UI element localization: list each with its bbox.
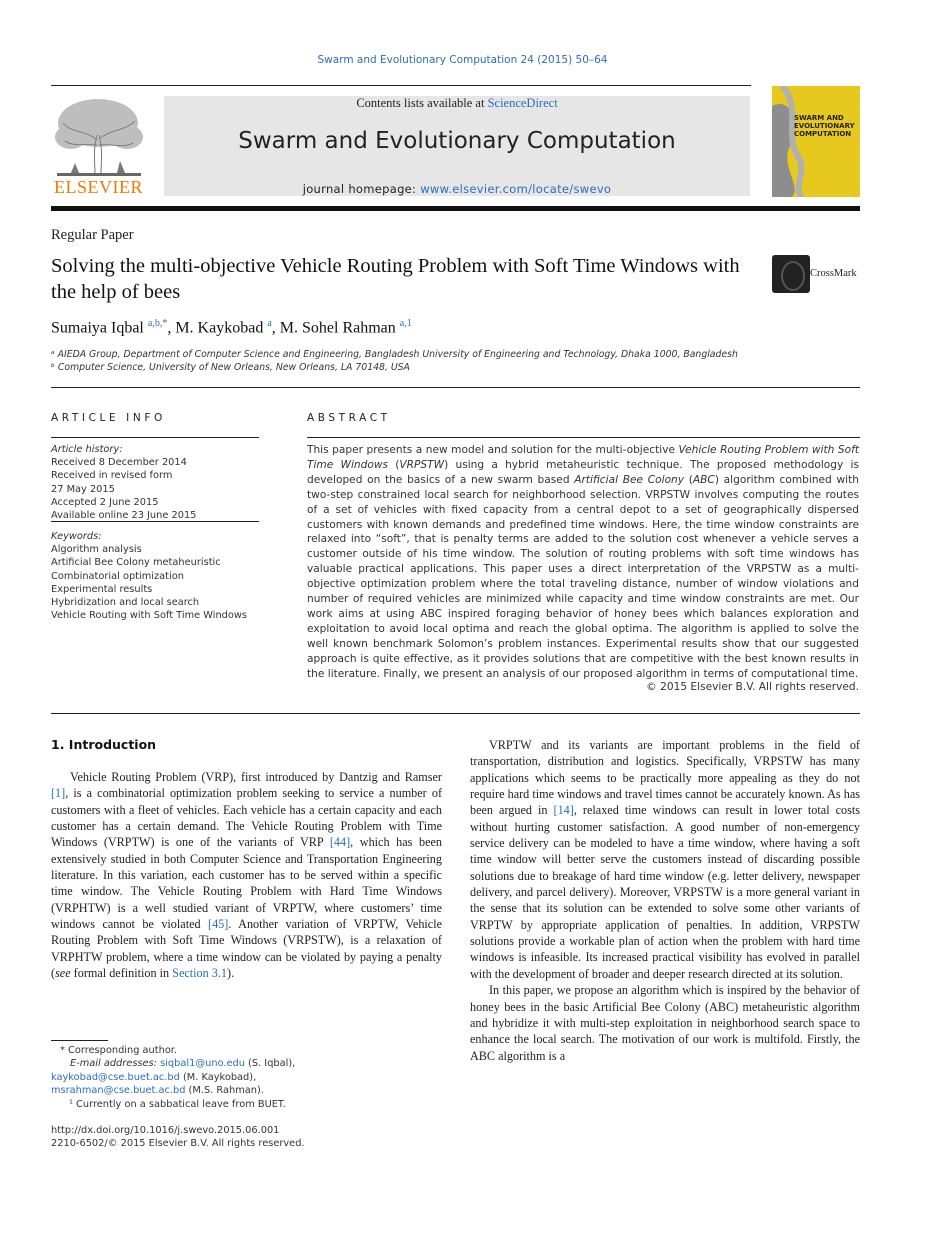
- section-heading: 1. Introduction: [51, 737, 157, 752]
- email-line: [51, 1057, 311, 1071]
- elsevier-wordmark: ELSEVIER: [54, 177, 143, 197]
- homepage-link[interactable]: www.elsevier.com/locate/swevo: [420, 182, 612, 196]
- journal-citation[interactable]: Swarm and Evolutionary Computation 24 (2015) 50–64: [317, 54, 608, 66]
- title-block-rule: [51, 387, 860, 388]
- article-type: Regular Paper: [51, 227, 134, 243]
- body-top-rule: [51, 713, 860, 714]
- author-marks[interactable]: a: [267, 318, 272, 329]
- paragraph-text: formal definition in: [70, 966, 173, 981]
- keyword-item: Artificial Bee Colony metaheuristic: [51, 557, 221, 569]
- email-line: [51, 1084, 311, 1098]
- header-thick-rule: [51, 206, 860, 211]
- footnote-rule: [51, 1040, 108, 1041]
- author-name[interactable]: Sumaiya Iqbal: [51, 319, 144, 337]
- abstract-segment: (: [684, 473, 693, 486]
- abstract-text: [307, 443, 859, 682]
- abstract-segment: ) using a hybrid metaheuristic technique. The proposed methodology is developed on the basics of a new swarm based: [307, 458, 859, 486]
- intro-paragraph-2: [470, 737, 860, 982]
- keywords-label: Keywords:: [51, 531, 102, 542]
- abstract-heading: ABSTRACT: [307, 412, 391, 424]
- article-title: Solving the multi-objective Vehicle Routing Problem with Soft Time Windows with the help of bees: [51, 255, 740, 303]
- emphasis: see: [55, 966, 71, 981]
- abstract-rule: [307, 437, 860, 438]
- abstract-copyright: © 2015 Elsevier B.V. All rights reserved.: [646, 681, 859, 693]
- email-line: [51, 1071, 311, 1085]
- keyword-item: Combinatorial optimization: [51, 570, 184, 582]
- abstract-emphasis: VRPSTW: [399, 458, 445, 471]
- journal-cover[interactable]: [772, 86, 860, 197]
- elsevier-logo: [51, 95, 146, 197]
- header-rule: [51, 85, 751, 86]
- contents-prefix: Contents lists available at: [356, 96, 488, 110]
- article-info-heading: ARTICLE INFO: [51, 412, 166, 424]
- homepage-line: [164, 182, 750, 196]
- reference-link[interactable]: [14]: [553, 803, 574, 818]
- sciencedirect-link[interactable]: ScienceDirect: [487, 96, 558, 110]
- abstract-emphasis: Artificial Bee Colony: [574, 473, 685, 486]
- author-marks[interactable]: a,b,*: [147, 318, 168, 329]
- paragraph-text: , which has been extensively studied in both Computer Science and Transportation Engineering literature. In this variation, each customer has to be served within a specific time window. The Vehicle Routing Problem with Hard Time Windows (VRPHTW) is a well studied variant of VRPTW, where customers’ time windows cannot be violated: [51, 835, 442, 932]
- paragraph-text: ).: [227, 966, 235, 981]
- history-item: Received 8 December 2014: [51, 457, 187, 468]
- email-owner: (S. Iqbal),: [244, 1058, 296, 1069]
- email-label: E-mail addresses:: [70, 1058, 161, 1069]
- reference-link[interactable]: Section 3.1: [172, 966, 228, 981]
- author-marks[interactable]: a,1: [399, 318, 412, 329]
- contents-line: [164, 96, 750, 111]
- reference-link[interactable]: [44]: [329, 835, 351, 850]
- left-column: [51, 769, 442, 981]
- keyword-item: Experimental results: [51, 583, 153, 595]
- crossmark-label: CrossMark: [810, 268, 857, 279]
- right-column: [470, 737, 860, 1064]
- email-owner: (M.S. Rahman).: [185, 1085, 264, 1096]
- crossmark-badge[interactable]: [772, 255, 862, 293]
- keyword-item: Hybridization and local search: [51, 597, 200, 609]
- paragraph-text: Vehicle Routing Problem (VRP), first introduced by Dantzig and Ramser: [70, 770, 442, 784]
- author-name[interactable]: M. Kaykobad: [175, 319, 264, 337]
- paragraph-text: VRPTW and its variants are important problems in the field of transportation, distribution and logistics. Specifically, VRPSTW has many applications which seems to be practically more appealing as they do not require hard time windows and travel times cannot be accurately known. As has been argued in: [470, 738, 860, 818]
- email-link[interactable]: msrahman@cse.buet.ac.bd: [51, 1085, 186, 1096]
- history-item: Accepted 2 June 2015: [51, 496, 159, 508]
- email-link[interactable]: siqbal1@uno.edu: [160, 1058, 245, 1069]
- footnote-1: ¹ Currently on a sabbatical leave from BUET.: [69, 1099, 286, 1110]
- email-owner: (M. Kaykobad),: [179, 1071, 257, 1083]
- reference-link[interactable]: [45]: [208, 917, 229, 932]
- abstract-segment: This paper presents a new model and solution for the multi-objective: [307, 444, 679, 456]
- keyword-list: [51, 543, 247, 623]
- history-item: 27 May 2015: [51, 483, 115, 495]
- email-addresses: [51, 1057, 311, 1098]
- journal-masthead: [164, 96, 750, 196]
- abstract-segment: (: [388, 458, 400, 471]
- email-link[interactable]: kaykobad@cse.buet.ac.bd: [51, 1071, 180, 1083]
- affiliation-a: ᵃ AIEDA Group, Department of Computer Science and Engineering, Bangladesh University of Engineering and Technology, Dhaka 1000, Bangladesh: [51, 349, 738, 360]
- paragraph-text: , relaxed time windows can result in lower total costs without hurting customer satisfaction. A good number of non-emergency service delivery can be modeled to have a time window, where having a soft time window will better serve the customers instead of discarding possible solutions due to breakage of hard time window (e.g. letter delivery, newspaper delivery, and parcel delivery). Moreover, VRPSTW is a more general variant in the sense that its solution can be extended to solve some other variants of VRPTW by appropriate application of penalties. In addition, VRPSTW solutions provide a workable plan of action when the problem with hard time windows is infeasible. Its increased practical visibility has evolved in parallel with the development of broader and deeper research directed at its solution.: [470, 803, 860, 981]
- keyword-item: Vehicle Routing with Soft Time Windows: [51, 610, 247, 622]
- history-item: Received in revised form: [51, 470, 173, 482]
- history-rule: [51, 521, 259, 522]
- issn-line: 2210-6502/© 2015 Elsevier B.V. All rights reserved.: [51, 1138, 305, 1149]
- author-name[interactable]: M. Sohel Rahman: [279, 319, 396, 337]
- paragraph-text: . Another variation of VRPTW, Vehicle Routing Problem with Soft Time Windows (VRPSTW), is a relaxation of VRPHTW problem, where a time window can be violated by paying a penalty (: [51, 917, 443, 981]
- article-info-rule: [51, 437, 259, 438]
- abstract-emphasis: Vehicle Routing Problem with Soft Time Windows: [307, 444, 859, 471]
- doi-link[interactable]: http://dx.doi.org/10.1016/j.swevo.2015.06.001: [51, 1125, 280, 1136]
- keyword-item: Algorithm analysis: [51, 544, 142, 555]
- intro-paragraph-3: In this paper, we propose an algorithm which is inspired by the behavior of honey bees in the basic Artificial Bee Colony (ABC) metaheuristic algorithm and hybridize it with multi-step exploitation in neighborhood search space to enhance the local search. The motivation of our work is multifold. Firstly, the ABC algorithm is a: [470, 983, 860, 1063]
- crossmark-icon: [772, 255, 810, 293]
- intro-paragraph-1: [51, 769, 442, 981]
- history-list: [51, 456, 196, 522]
- history-label: Article history:: [51, 444, 123, 455]
- history-item: Available online 23 June 2015: [51, 510, 197, 522]
- reference-link[interactable]: [1]: [51, 786, 66, 801]
- cover-title: SWARM AND EVOLUTIONARY COMPUTATION: [794, 114, 855, 138]
- corresponding-note: * Corresponding author.: [60, 1045, 178, 1056]
- affiliation-b: ᵇ Computer Science, University of New Orleans, New Orleans, LA 70148, USA: [51, 362, 410, 373]
- homepage-prefix: journal homepage:: [302, 182, 421, 196]
- journal-name: Swarm and Evolutionary Computation: [238, 128, 676, 154]
- paragraph-text: , is a combinatorial optimization problem seeking to service a number of customers with a fleet of vehicles. Each vehicle has a certain capacity and each customer has a certain demand. The Vehicle Routing Problem with Time Windows (VRPTW) is one of the variants of VRP: [51, 786, 442, 850]
- cover-swirl-icon: [772, 86, 860, 197]
- author-list: Sumaiya Iqbal $^{a,b,*}$, M. Kaykobad $^a$, M. Sohel Rahman $^{a,1}$: [51, 318, 412, 337]
- abstract-emphasis: ABC: [692, 473, 715, 486]
- abstract-segment: ) algorithm combined with two-step constrained local search for neighborhood selection. VRPSTW involves computing the routes of a set of vehicles with fixed capacity from a central depot to a set of geographically dispersed customers with known demands and predefined time windows. Here, the time window constraints are relaxed into “soft”, that is penalty terms are added to the solution cost whenever a vehicle serves a customer outside of his time window. The solution of routing problems with soft time windows has valuable practical applications. This paper uses a direct interpretation of the VRPSTW as a multi-objective optimization problem where the total traveling distance, number of window violations and number of required vehicles are minimized while capacity and time window constraints are met. Our work aims at using ABC inspired foraging behavior of honey bees which balances exploration and exploitation to avoid local optima and reach the global optima. The algorithm is applied to solve the well known benchmark Solomon’s problem instances. Experimental results show that our suggested approach is quite effective, as it provides solutions that are competitive with the best known results in the literature. Finally, we present an analysis of our proposed algorithm in terms of computational time.: [307, 473, 859, 680]
